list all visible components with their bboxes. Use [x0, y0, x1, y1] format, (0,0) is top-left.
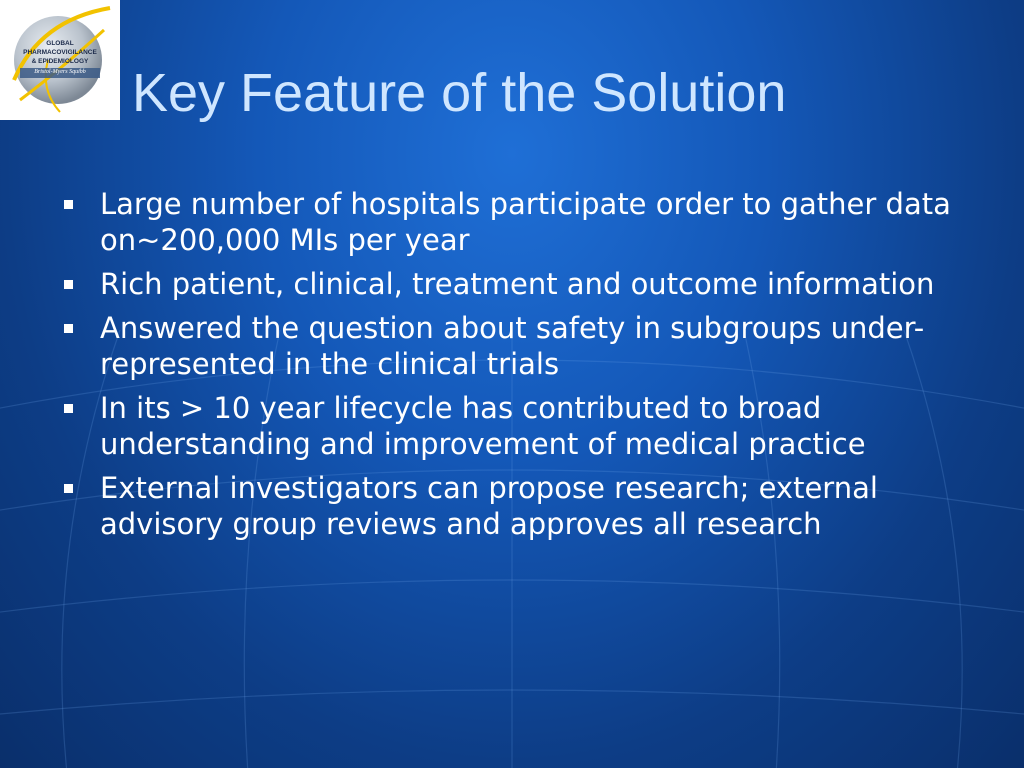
bullet-square-icon — [64, 324, 73, 333]
logo-text-line1: GLOBAL — [46, 40, 74, 47]
bullet-item — [62, 470, 982, 542]
logo-brand-text: Bristol-Myers Squibb — [34, 69, 86, 75]
bullet-item — [62, 186, 982, 258]
bullet-list — [62, 186, 982, 550]
bullet-text: Answered the question about safety in subgroups under-represented in the clinical trials — [100, 311, 925, 381]
slide-title: Key Feature of the Solution — [132, 63, 787, 123]
logo-text-line3: & EPIDEMIOLOGY — [31, 58, 89, 65]
logo — [0, 0, 120, 120]
bullet-square-icon — [64, 484, 73, 493]
bullet-text: External investigators can propose research; external advisory group reviews and approves all research — [100, 471, 878, 541]
bullet-item — [62, 390, 982, 462]
bullet-square-icon — [64, 280, 73, 289]
logo-text-line2: PHARMACOVIGILANCE — [23, 49, 97, 56]
bullet-text: Rich patient, clinical, treatment and outcome information — [100, 267, 935, 301]
bullet-item — [62, 266, 982, 302]
bullet-item — [62, 310, 982, 382]
bullet-square-icon — [64, 200, 73, 209]
bullet-text: In its > 10 year lifecycle has contributed to broad understanding and improvement of medical practice — [100, 391, 866, 461]
bullet-square-icon — [64, 404, 73, 413]
bullet-text: Large number of hospitals participate order to gather data on~200,000 MIs per year — [100, 187, 951, 257]
